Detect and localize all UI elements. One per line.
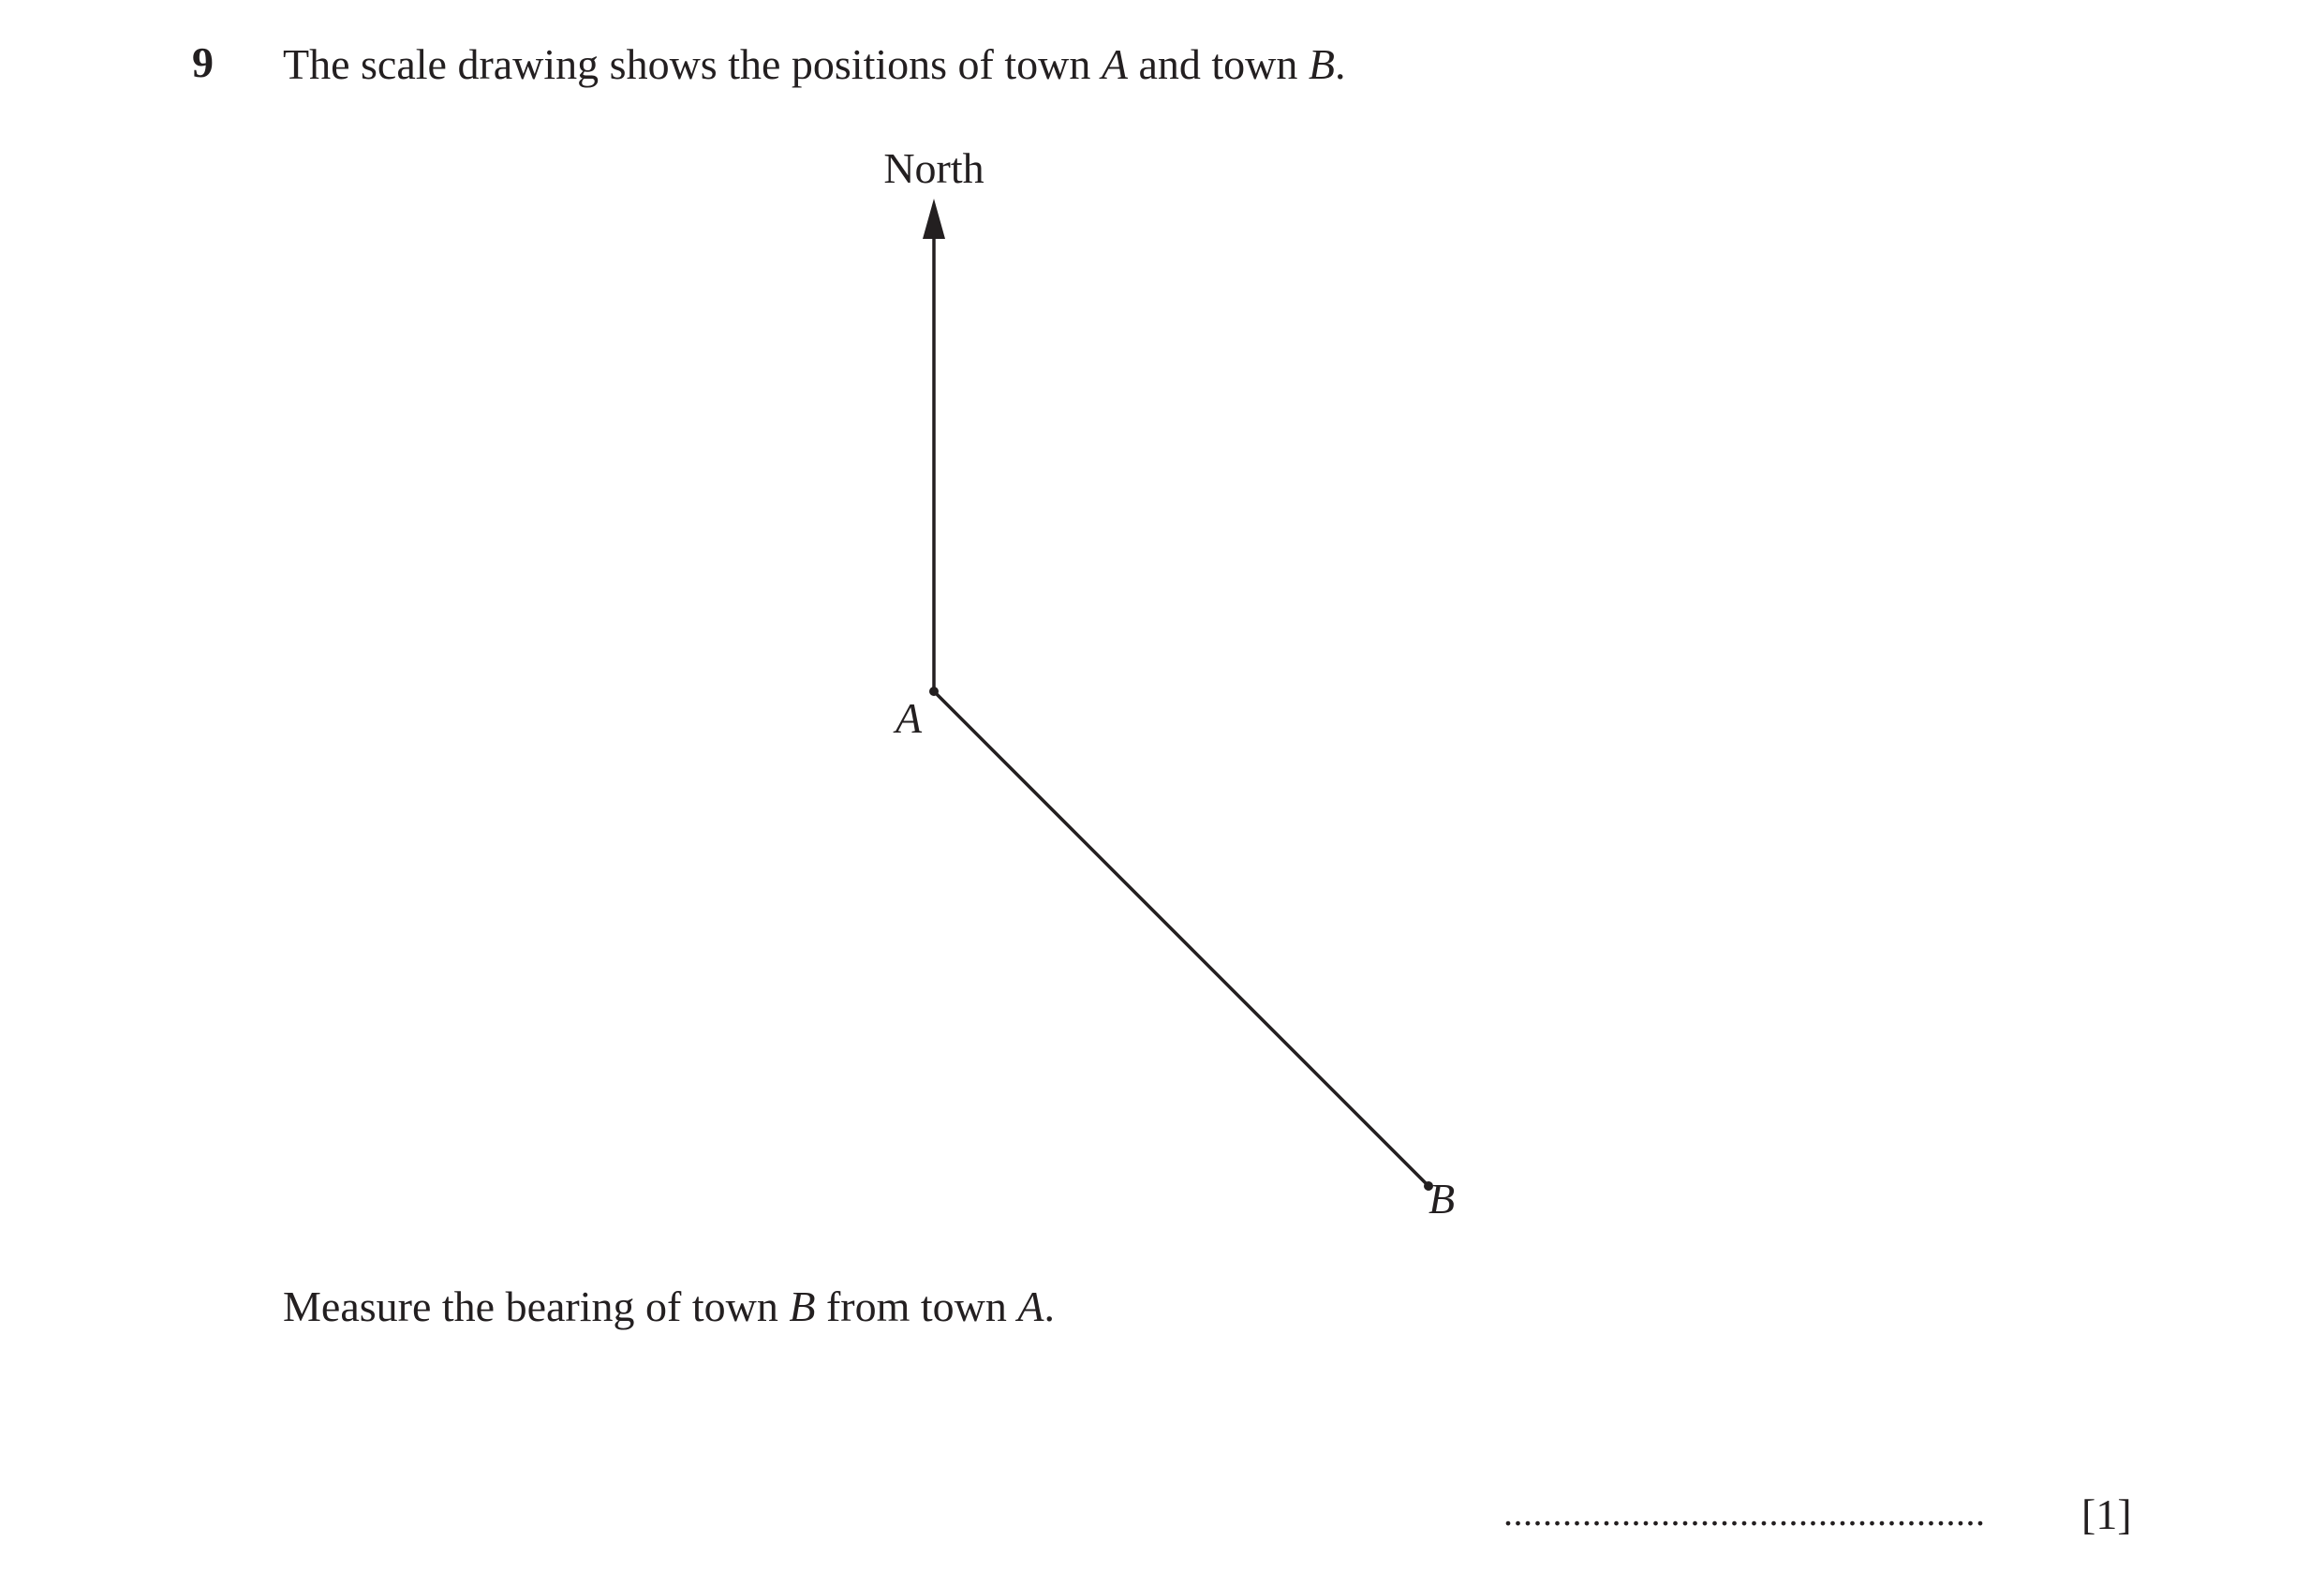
line-a-to-b xyxy=(934,691,1428,1186)
stem-text-mid: and town xyxy=(1127,40,1309,88)
stem-text-prefix: The scale drawing shows the positions of town xyxy=(283,40,1102,88)
marks-label: [1] xyxy=(2081,1490,2132,1538)
stem-town-b: B xyxy=(1308,40,1336,88)
prompt-town-b: B xyxy=(789,1282,816,1330)
point-a xyxy=(929,687,939,696)
stem-town-a: A xyxy=(1101,40,1128,88)
answer-line[interactable]: ................................................. xyxy=(1503,1491,1986,1534)
question-prompt xyxy=(283,1282,1055,1330)
point-b-label: B xyxy=(1428,1175,1456,1223)
point-a-label: A xyxy=(896,694,923,742)
prompt-text-prefix: Measure the bearing of town xyxy=(283,1282,790,1330)
stem-text-suffix: . xyxy=(1335,40,1346,88)
north-label: North xyxy=(883,144,984,192)
north-arrow-head xyxy=(923,199,945,239)
prompt-text-suffix: . xyxy=(1044,1282,1055,1330)
prompt-text-mid: from town xyxy=(815,1282,1018,1330)
prompt-town-a: A xyxy=(1017,1282,1044,1330)
question-number: 9 xyxy=(192,38,214,86)
